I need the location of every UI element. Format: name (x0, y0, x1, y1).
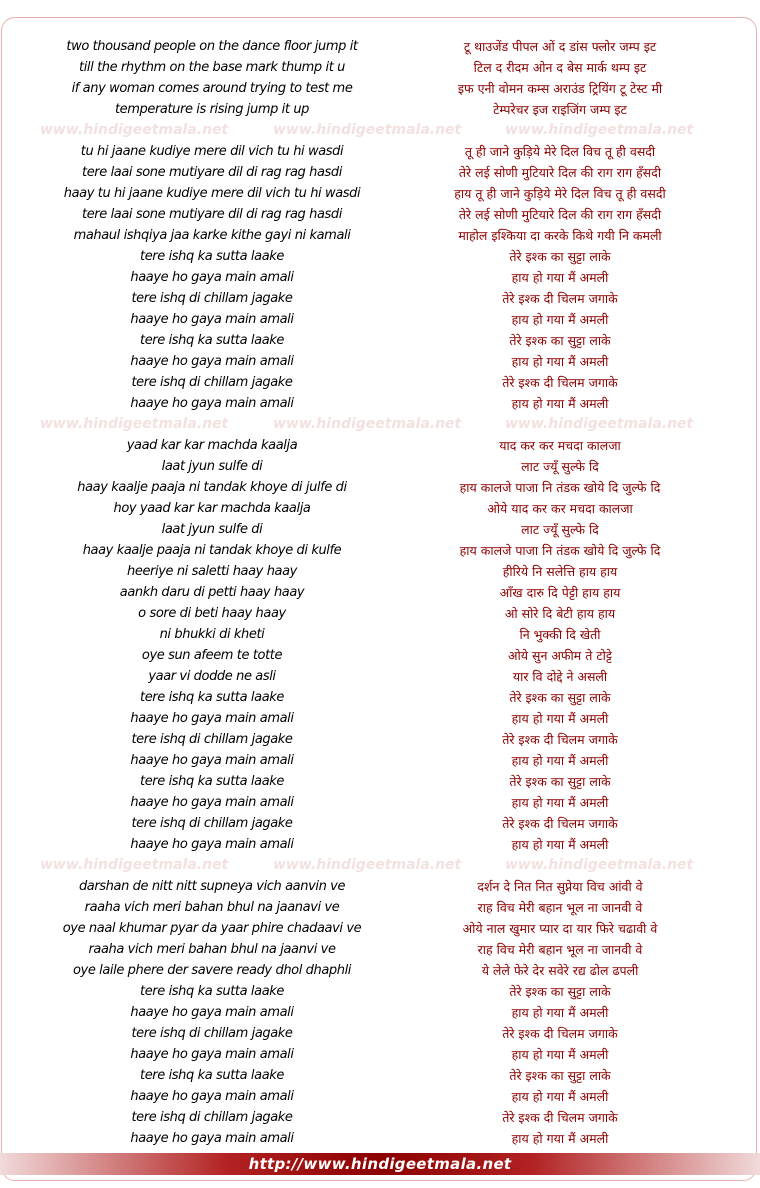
lyric-line (0, 1044, 760, 1065)
lyric-english: o sore di beti haay haay (138, 606, 286, 621)
lyric-hindi: याद कर कर मचदा कालजा (499, 438, 621, 453)
lyric-english: laat jyun sulfe di (161, 459, 263, 474)
lyric-english: tere laai sone mutiyare dil di rag rag hasdi (82, 207, 342, 222)
lyric-hindi: आँख दारु दि पेट्टी हाय हाय (499, 585, 621, 600)
lyric-english: tere ishq ka sutta laake (140, 690, 284, 705)
lyric-english: ni bhukki di kheti (159, 627, 265, 642)
lyric-english: temperature is rising jump it up (114, 102, 310, 117)
lyric-hindi: हाय हो गया मैं अमली (511, 753, 609, 768)
lyric-english: tere ishq di chillam jagake (131, 1110, 293, 1125)
lyric-hindi: हाय कालजे पाजा नि तंडक खोये दि जुल्फे दि (459, 543, 661, 558)
lyric-hindi: ये लेले फेरे देर सवेरे रद्य ढोल ढपली (481, 963, 639, 978)
lyric-line (0, 897, 760, 918)
lyric-line (0, 624, 760, 645)
lyric-english: if any woman comes around trying to test me (71, 81, 353, 96)
lyric-line (0, 1086, 760, 1107)
lyric-hindi: तेरे इश्क दी चिलम जगाके (502, 291, 618, 306)
lyric-line (0, 519, 760, 540)
lyric-line (0, 645, 760, 666)
lyric-line (0, 771, 760, 792)
lyric-line (0, 1107, 760, 1128)
lyric-hindi: हाय कालजे पाजा नि तंडक खोये दि जुल्फे दि (459, 480, 661, 495)
lyric-hindi: तेरे इश्क दी चिलम जगाके (502, 732, 618, 747)
lyric-english: tere laai sone mutiyare dil di rag rag hasdi (82, 165, 342, 180)
lyric-english: yaad kar kar machda kaalja (126, 438, 298, 453)
watermark-text: www.hindigeetmala.net (505, 416, 694, 432)
lyric-line (0, 393, 760, 414)
lyric-hindi: टिल द रीदम ओन द बेस मार्क थम्प इट (473, 60, 647, 75)
lyric-line (0, 456, 760, 477)
lyric-english: tere ishq ka sutta laake (140, 984, 284, 999)
lyric-english: raaha vich meri bahan bhul na jaanvi ve (88, 942, 336, 957)
lyric-english: tere ishq di chillam jagake (131, 1026, 293, 1041)
lyric-hindi: तेरे लई सोणी मुटियारे दिल की राग राग हँसदी (458, 165, 662, 180)
lyric-english: haaye ho gaya main amali (130, 270, 294, 285)
lyric-line (0, 540, 760, 561)
lyric-hindi: हाय हो गया मैं अमली (511, 270, 609, 285)
watermark-text: www.hindigeetmala.net (273, 857, 462, 873)
lyric-english: tere ishq di chillam jagake (131, 375, 293, 390)
lyric-line (0, 1023, 760, 1044)
watermark-row (0, 120, 760, 141)
lyric-hindi: हाय हो गया मैं अमली (511, 711, 609, 726)
lyric-hindi: हाय हो गया मैं अमली (511, 1047, 609, 1062)
lyric-hindi: यार वि दोद्दे ने असली (512, 669, 608, 684)
lyric-hindi: टेम्परेचर इज राइजिंग जम्प इट (493, 102, 627, 117)
lyric-english: haaye ho gaya main amali (130, 1047, 294, 1062)
lyric-line (0, 162, 760, 183)
lyric-hindi: तेरे इश्क का सुट्टा लाके (509, 333, 611, 348)
lyric-line (0, 435, 760, 456)
lyric-line (0, 225, 760, 246)
lyric-line (0, 834, 760, 855)
lyric-line (0, 582, 760, 603)
lyric-english: haaye ho gaya main amali (130, 1131, 294, 1146)
lyric-english: raaha vich meri bahan bhul na jaanavi ve (84, 900, 340, 915)
lyric-hindi: तेरे इश्क का सुट्टा लाके (509, 249, 611, 264)
lyric-hindi: हाय हो गया मैं अमली (511, 837, 609, 852)
lyric-line (0, 204, 760, 225)
lyric-english: haay tu hi jaane kudiye mere dil vich tu hi wasdi (63, 186, 361, 201)
lyric-hindi: हाय हो गया मैं अमली (511, 354, 609, 369)
lyric-english: two thousand people on the dance floor jump it (66, 39, 358, 54)
footer-site-link[interactable]: http://www.hindigeetmala.net (248, 1155, 512, 1173)
lyric-line (0, 918, 760, 939)
lyric-english: oye naal khumar pyar da yaar phire chadaavi ve (62, 921, 362, 936)
lyric-line (0, 246, 760, 267)
lyric-line (0, 1065, 760, 1086)
lyric-english: haaye ho gaya main amali (130, 1005, 294, 1020)
lyric-english: haay kaalje paaja ni tandak khoye di julfe di (77, 480, 347, 495)
lyric-english: tere ishq di chillam jagake (131, 816, 293, 831)
watermark-text: www.hindigeetmala.net (505, 857, 694, 873)
lyric-line (0, 981, 760, 1002)
lyric-english: haaye ho gaya main amali (130, 753, 294, 768)
lyric-hindi: लाट ज्यूँ सुल्फे दि (521, 459, 599, 474)
lyric-english: yaar vi dodde ne asli (148, 669, 276, 684)
lyric-english: mahaul ishqiya jaa karke kithe gayi ni kamali (73, 228, 351, 243)
lyric-line (0, 183, 760, 204)
lyric-line (0, 876, 760, 897)
lyric-hindi: राह विच मेरी बहान भूल ना जानवी वे (477, 900, 643, 915)
lyric-hindi: ओये याद कर कर मचदा कालजा (487, 501, 633, 516)
lyric-line (0, 792, 760, 813)
lyric-hindi: ओये नाल खुमार प्यार दा यार फिरे चढावी वे (462, 921, 658, 936)
lyric-hindi: ओ सोरे दि बेटी हाय हाय (504, 606, 616, 621)
lyric-line (0, 36, 760, 57)
lyric-line (0, 78, 760, 99)
watermark-row (0, 855, 760, 876)
lyric-line (0, 1002, 760, 1023)
lyric-line (0, 309, 760, 330)
lyric-english: tere ishq ka sutta laake (140, 249, 284, 264)
lyric-hindi: राह विच मेरी बहान भूल ना जानवी वे (477, 942, 643, 957)
lyric-hindi: तेरे इश्क दी चिलम जगाके (502, 375, 618, 390)
lyric-hindi: तेरे इश्क का सुट्टा लाके (509, 774, 611, 789)
lyric-hindi: नि भुक्की दि खेती (519, 627, 601, 642)
lyric-english: heeriye ni saletti haay haay (127, 564, 297, 579)
lyric-hindi: तेरे इश्क दी चिलम जगाके (502, 1026, 618, 1041)
lyric-hindi: हाय हो गया मैं अमली (511, 1089, 609, 1104)
watermark-text: www.hindigeetmala.net (505, 122, 694, 138)
lyric-english: aankh daru di petti haay haay (119, 585, 305, 600)
lyric-line (0, 960, 760, 981)
watermark-row (0, 414, 760, 435)
lyric-hindi: तू ही जाने कुड़िये मेरे दिल विच तू ही वसदी (464, 144, 656, 159)
lyric-english: oye sun afeem te totte (141, 648, 283, 663)
lyric-line (0, 750, 760, 771)
lyric-english: darshan de nitt nitt supneya vich aanvin ve (78, 879, 346, 894)
watermark-text: www.hindigeetmala.net (40, 122, 229, 138)
lyric-line (0, 267, 760, 288)
lyric-line (0, 57, 760, 78)
lyric-line (0, 498, 760, 519)
lyric-hindi: ओये सुन अफीम ते टोट्टे (508, 648, 612, 663)
lyric-hindi: तेरे इश्क का सुट्टा लाके (509, 690, 611, 705)
lyric-line (0, 141, 760, 162)
lyrics-container (0, 36, 760, 1149)
lyric-english: laat jyun sulfe di (161, 522, 263, 537)
lyric-hindi: दर्शन दे नित नित सुप्नेया विच आंवी वे (477, 879, 643, 894)
watermark-text: www.hindigeetmala.net (40, 416, 229, 432)
lyric-english: tere ishq di chillam jagake (131, 291, 293, 306)
lyric-hindi: इफ एनी वोमन कम्स अराउंड ट्रियिंग टू टेस्ट मी (457, 81, 663, 96)
lyric-hindi: हाय हो गया मैं अमली (511, 795, 609, 810)
watermark-text: www.hindigeetmala.net (273, 416, 462, 432)
lyric-english: tere ishq ka sutta laake (140, 333, 284, 348)
lyric-line (0, 666, 760, 687)
lyric-english: tu hi jaane kudiye mere dil vich tu hi wasdi (80, 144, 344, 159)
lyric-hindi: हाय तू ही जाने कुड़िये मेरे दिल विच तू ही वसदी (454, 186, 666, 201)
lyric-english: haaye ho gaya main amali (130, 711, 294, 726)
lyric-hindi: हाय हो गया मैं अमली (511, 1005, 609, 1020)
lyric-hindi: हाय हो गया मैं अमली (511, 396, 609, 411)
lyric-line (0, 99, 760, 120)
lyric-line (0, 939, 760, 960)
watermark-text: www.hindigeetmala.net (40, 857, 229, 873)
lyric-hindi: टू थाउजेंड पीपल ओं द डांस फ्लोर जम्प इट (463, 39, 657, 54)
lyric-hindi: हाय हो गया मैं अमली (511, 312, 609, 327)
lyric-english: tere ishq ka sutta laake (140, 1068, 284, 1083)
lyric-english: oye laile phere der savere ready dhol dhaphli (72, 963, 352, 978)
lyric-hindi: तेरे लई सोणी मुटियारे दिल की राग राग हँसदी (458, 207, 662, 222)
lyric-english: haaye ho gaya main amali (130, 795, 294, 810)
lyric-line (0, 729, 760, 750)
lyric-line (0, 813, 760, 834)
lyric-line (0, 687, 760, 708)
lyric-english: haaye ho gaya main amali (130, 837, 294, 852)
lyric-english: hoy yaad kar kar machda kaalja (113, 501, 311, 516)
lyric-line (0, 372, 760, 393)
lyric-line (0, 1128, 760, 1149)
lyric-hindi: तेरे इश्क का सुट्टा लाके (509, 984, 611, 999)
lyric-english: haay kaalje paaja ni tandak khoye di kulfe (82, 543, 342, 558)
lyric-hindi: माहोल इश्किया दा करके किथे गयी नि कमली (458, 228, 662, 243)
lyric-english: till the rhythm on the base mark thump it u (79, 60, 345, 75)
lyric-english: tere ishq di chillam jagake (131, 732, 293, 747)
lyric-line (0, 477, 760, 498)
watermark-text: www.hindigeetmala.net (273, 122, 462, 138)
lyric-line (0, 351, 760, 372)
lyric-line (0, 708, 760, 729)
lyric-hindi: लाट ज्यूँ सुल्फे दि (521, 522, 599, 537)
lyric-english: haaye ho gaya main amali (130, 312, 294, 327)
lyric-hindi: हाय हो गया मैं अमली (511, 1131, 609, 1146)
lyric-english: haaye ho gaya main amali (130, 396, 294, 411)
lyric-line (0, 561, 760, 582)
lyric-english: tere ishq ka sutta laake (140, 774, 284, 789)
lyric-hindi: तेरे इश्क दी चिलम जगाके (502, 1110, 618, 1125)
lyric-english: haaye ho gaya main amali (130, 354, 294, 369)
lyric-line (0, 288, 760, 309)
lyric-line (0, 330, 760, 351)
lyric-hindi: तेरे इश्क का सुट्टा लाके (509, 1068, 611, 1083)
lyric-hindi: तेरे इश्क दी चिलम जगाके (502, 816, 618, 831)
lyric-hindi: हीरिये नि सलेत्ति हाय हाय (502, 564, 618, 579)
lyric-english: haaye ho gaya main amali (130, 1089, 294, 1104)
footer-bar (0, 1153, 760, 1175)
lyric-line (0, 603, 760, 624)
